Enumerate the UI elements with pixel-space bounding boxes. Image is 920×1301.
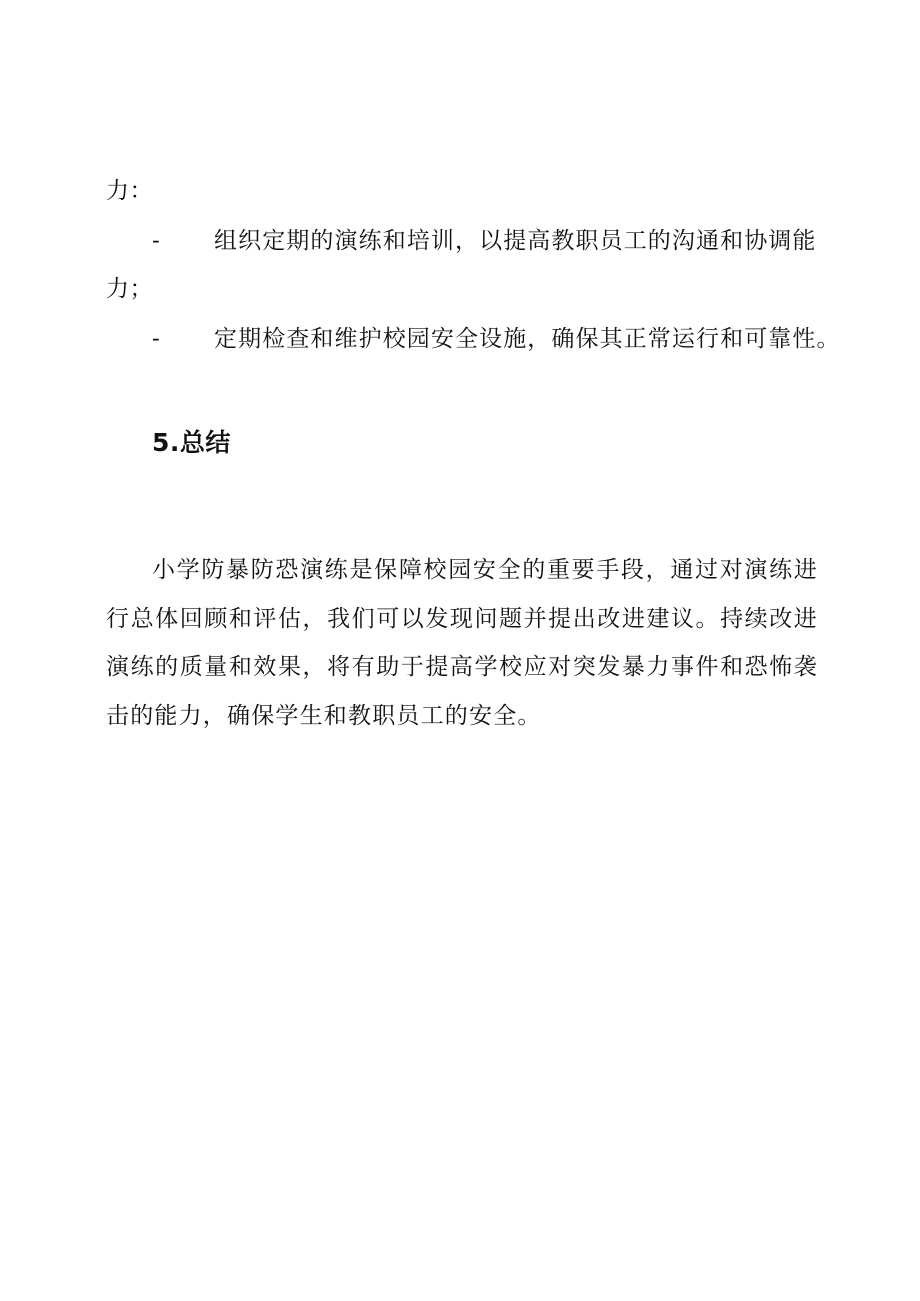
section-heading: 5.总结 (152, 428, 231, 457)
list-item-marker: - (152, 326, 160, 352)
list-item-text: 定期检查和维护校园安全设施，确保其正常运行和可靠性。 (214, 326, 841, 352)
list-item-continuation: 力； (106, 276, 153, 302)
list-item-marker: - (152, 228, 160, 254)
continuation-line: 力： (106, 178, 153, 204)
list-item-text: 组织定期的演练和培训，以提高教职员工的沟通和协调能 (214, 228, 817, 254)
summary-paragraph: 小学防暴防恐演练是保障校园安全的重要手段，通过对演练进行总体回顾和评估，我们可以发现问题并提出改进建议。持续改进演练的质量和效果，将有助于提高学校应对突发暴力事件和恐怖袭击的能力，确保学生和教职员工的安全。 (106, 557, 818, 729)
